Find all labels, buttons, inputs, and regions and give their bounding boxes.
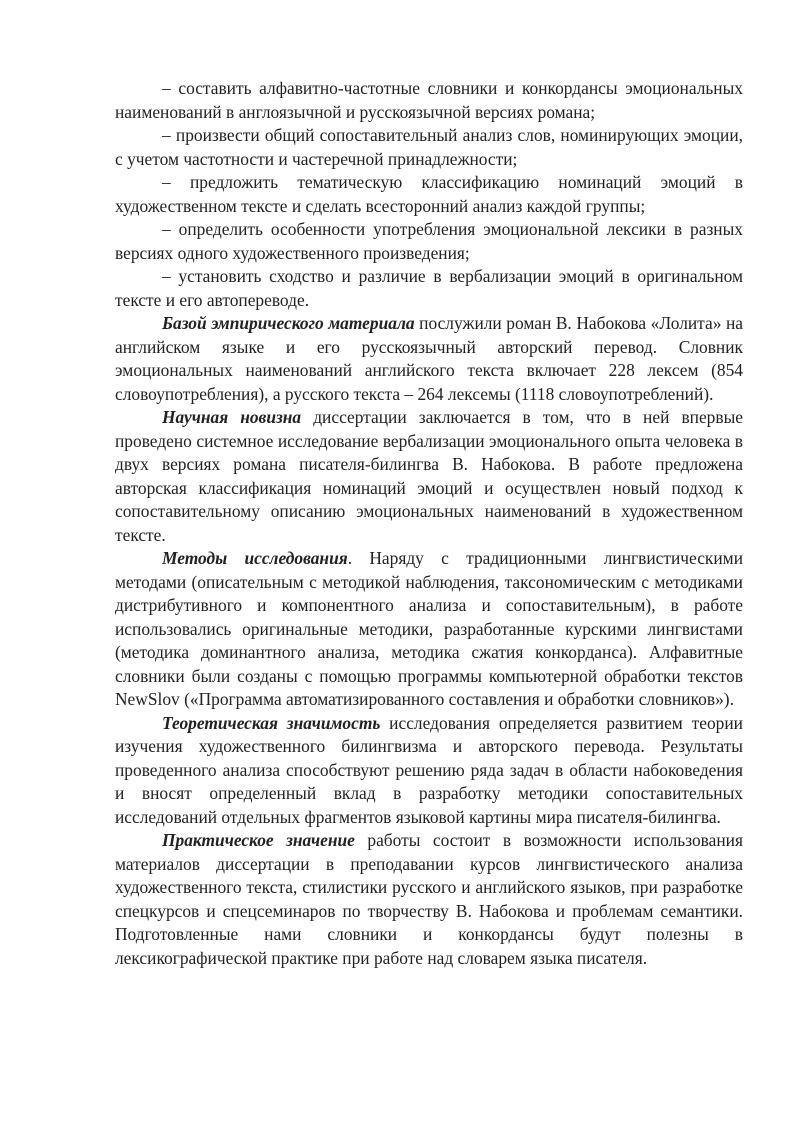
section-text: исследования определяется развитием теории изучения художественного билингвизма и авторского перевода. Результаты проведенного анализа способствуют решению ряда задач в области набоковедения и вносят определенный вклад в разработку методики сопоставительных исследований отдельных фрагментов языковой картины мира писателя-билингва. (115, 712, 743, 827)
section-practical-value (115, 829, 743, 970)
section-term: Методы исследования (162, 548, 348, 568)
section-term: Теоретическая значимость (162, 712, 381, 733)
task-item: – предложить тематическую классификацию номинаций эмоций в художественном тексте и сделать всесторонний анализ каждой группы; (115, 172, 743, 216)
section-research-methods (115, 547, 743, 712)
section-theoretical-significance (115, 712, 743, 830)
section-text: работы состоит в возможности использования материалов диссертации в преподавании курсов лингвистического анализа художественного текста, стилистики русского и английского языков, при разработке спецкурсов и спецсеминаров по творчеству В. Набокова и проблемам семантики. Подготовленные нами словники и конкордансы будут полезны в лексикографической практике при работе над словарем языка писателя. (115, 830, 743, 968)
section-term: Практическое значение (162, 830, 355, 850)
document-page (115, 77, 743, 970)
task-item: – определить особенности употребления эмоциональной лексики в разных версиях одного художественного произведения; (115, 219, 743, 263)
task-item: – установить сходство и различие в вербализации эмоций в оригинальном тексте и его автопереводе. (115, 266, 743, 310)
section-text: диссертации заключается в том, что в ней впервые проведено системное исследование вербализации эмоционального опыта человека в двух версиях романа писателя-билингва В. Набокова. В работе предложена авторская классификация номинаций эмоций и осуществлен новый подход к сопоставительному описанию эмоциональных наименований в художественном тексте. (115, 407, 743, 545)
task-item: – составить алфавитно-частотные словники и конкордансы эмоциональных наименований в англоязычной и русскоязычной версиях романа; (115, 78, 743, 122)
section-term: Базой эмпирического материала (162, 313, 415, 333)
section-term: Научная новизна (162, 407, 302, 427)
section-scientific-novelty (115, 406, 743, 547)
section-empirical-material (115, 312, 743, 406)
task-item: – произвести общий сопоставительный анализ слов, номинирующих эмоции, с учетом частотности и частеречной принадлежности; (115, 125, 743, 169)
section-text: послужили роман В. Набокова «Лолита» на английском языке и его русскоязычный авторский перевод. Словник эмоциональных наименований английского текста включает 228 лексем (854 словоупотребления), а русского текста – 264 лексемы (1118 словоупотреблений). (115, 313, 743, 404)
section-text: . Наряду с традиционными лингвистическими методами (описательным с методикой наблюдения, таксономическим с методиками дистрибутивного и компонентного анализа и сопоставительным), в работе использовались оригинальные методики, разработанные курскими лингвистами (методика доминантного анализа, методика сжатия конкорданса). Алфавитные словники были созданы с помощью программы компьютерной обработки текстов NewSlov («Программа автоматизированного составления и обработки словников»). (115, 548, 743, 709)
